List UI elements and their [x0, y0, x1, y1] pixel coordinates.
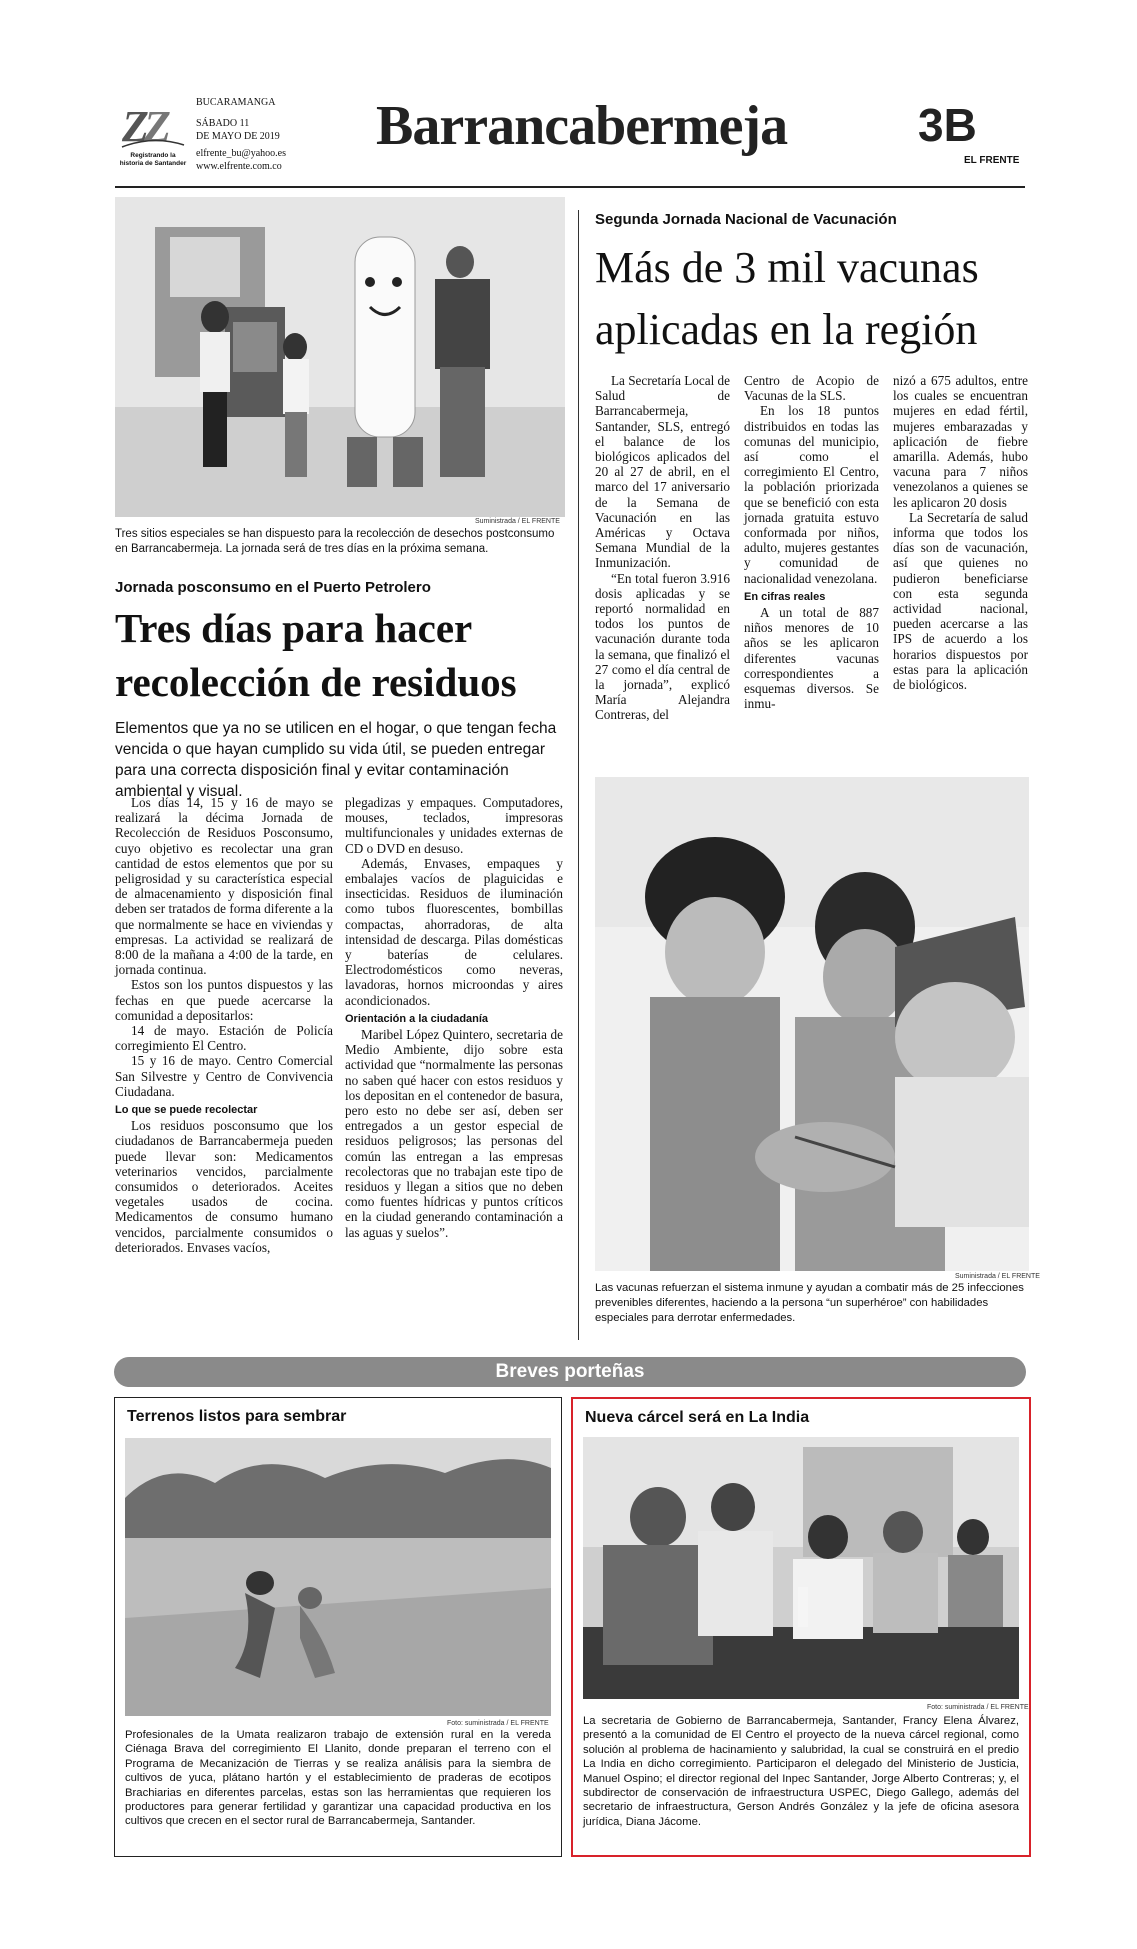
right-article-col-2: [744, 373, 879, 711]
vaccination-photo-credit: Suministrada / EL FRENTE: [955, 1273, 1040, 1280]
masthead-email[interactable]: elfrente_bu@yahoo.es: [196, 148, 287, 159]
paragraph: Centro de Acopio de Vacunas de la SLS.: [744, 373, 879, 404]
page-number: 3B: [918, 99, 977, 151]
paragraph: 14 de mayo. Estación de Policía corregimiento El Centro.: [115, 1023, 333, 1054]
brief-caption: Profesionales de la Umata realizaron trabajo de extensión rural en la vereda Ciénaga Brava del corregimiento El Llanito, donde preparan el terreno con el Programa de Mecanización de Tierras y se realiza análisis para la siembra de cultivos de yuca, plátano hartón y el establecimiento de praderas de ecotipos Brachiarias en diferentes parcelas, estas son las herramientas que requieren los productores para generar fertilidad y garantizar una capacidad productiva en los cultivos que crecen en el sector rural de Barrancabermeja, Santander.: [125, 1729, 551, 1828]
section-title: Barrancabermeja: [376, 95, 788, 157]
right-article-headline-1: Más de 3 mil vacunas: [595, 243, 979, 292]
paragraph: La Secretaría de salud informa que todos los días son de vacunación, así que quienes no pudieron beneficiarse con esta segunda actividad nacional, pueden acercarse a las IPS de acuerdo a los horarios dispuestos por estas para la aplicación de biológicos.: [893, 509, 1028, 693]
paragraph: A un total de 887 niños menores de 10 años se les aplicaron diferentes vacunas correspondientes a esquemas diversos. Se inmu-: [744, 605, 879, 712]
vaccination-photo-caption: Las vacunas refuerzan el sistema inmune y ayudan a combatir más de 25 infecciones prevenibles diferentes, haciendo a la persona “un superhéroe” con habilidades especiales para derrotar enfermedades.: [595, 1282, 1024, 1324]
masthead-meta: [196, 96, 286, 173]
svg-text:Z: Z: [144, 102, 171, 151]
masthead-date-month: DE MAYO DE 2019: [196, 131, 280, 142]
paragraph: Además, Envases, empaques y embalajes vacíos de plaguicidas e insecticidas. Residuos de iluminación como tubos fluorescentes, bombillas compactas, ahorradoras, de alta intensidad de descarga. Pilas domésticas y baterías de celulares. Electrodomésticos como neveras, lavadoras, hornos microondas y aires acondicionados.: [345, 855, 563, 1008]
farmland-photo-credit: Foto: suministrada / EL FRENTE: [447, 1720, 549, 1727]
paragraph: Los residuos posconsumo que los ciudadanos de Barrancabermeja pueden puede llevar son: Medicamentos veterinarios vencidos, parcialmente consumidos o deteriorados. Aceites vegetales usados de cocina. Medicamentos de consumo humano vencidos, parcialmente consumidos o deteriorados. Envases vacíos,: [115, 1118, 333, 1255]
paragraph: En los 18 puntos distribuidos en todas las comunas del municipio, así como el corregimiento El Centro, la población priorizada que se benefició con esta jornada gratuita estuvo conformada por niños, adulto, mujeres gestantes y comunidad de nacionalidad venezolana.: [744, 403, 879, 586]
logo-tagline: Registrando la historia de Santander: [119, 152, 187, 167]
brief-title: Terrenos listos para sembrar: [127, 1408, 347, 1425]
left-article-lead: Elementos que ya no se utilicen en el hogar, o que tengan fecha vencida o que hayan cumplido su vida útil, se pueden entregar para una correcta disposición final y evitar contaminación ambiental y visual.: [115, 720, 557, 800]
right-article-col-1: [595, 373, 730, 723]
paragraph: La Secretaría Local de Salud de Barrancabermeja, Santander, SLS, entregó el balance de los biológicos aplicados del 20 al 27 de abril, en el marco del 17 aniversario de la Semana de Vacunación en las Américas y Octava Semana Mundial de la Inmunización.: [595, 373, 730, 571]
right-article-kicker: Segunda Jornada Nacional de Vacunación: [595, 211, 897, 228]
postconsumo-photo-credit: Suministrada / EL FRENTE: [475, 518, 560, 525]
svg-text:Z: Z: [122, 102, 149, 151]
vaccination-photo: [595, 777, 1029, 1271]
paragraph: Los días 14, 15 y 16 de mayo se realizará la décima Jornada de Recolección de Residuos Posconsumo, cuyo objetivo es recolectar una gran cantidad de estos elementos que por su peligrosidad y su característica especial de almacenamiento y disposición final deben ser tratados de forma diferente a la que normalmente se hace en viviendas y empresas. La actividad se realizará de 8:00 de la mañana a 4:00 de la tarde, en jornada continua.: [115, 795, 333, 978]
left-article-headline-2: recolección de residuos: [115, 659, 517, 705]
postconsumo-photo: [115, 197, 565, 517]
left-article-col-2: [345, 795, 563, 1240]
column-divider: [578, 210, 579, 1340]
paragraph: plegadizas y empaques. Computadores, mouses, teclados, impresoras multifuncionales y unidades externas de CD o DVD en desuso.: [345, 795, 563, 856]
brief-title: Nueva cárcel será en La India: [585, 1409, 810, 1426]
paragraph: “En total fueron 3.916 dosis aplicadas y se reportó normalidad en todos los puntos de vacunación durante toda la semana, que finalizó el 27 como el día central de la jornada”, explicó María Alejandra Contreras, del: [595, 570, 730, 723]
subheading: Orientación a la ciudadanía: [345, 1012, 489, 1025]
right-article-col-3: [893, 373, 1028, 692]
farmland-photo: [125, 1438, 551, 1716]
left-article-col-1: [115, 795, 333, 1255]
right-article-headline-2: aplicadas en la región: [595, 305, 978, 354]
masthead-website[interactable]: www.elfrente.com.co: [196, 161, 282, 172]
postconsumo-photo-caption: Tres sitios especiales se han dispuesto para la recolección de desechos postconsumo en Barrancabermeja. La jornada será de tres días en la próxima semana.: [115, 528, 555, 555]
brief-terrenos: [114, 1397, 562, 1857]
masthead-city: BUCARAMANGA: [196, 97, 276, 108]
paragraph: Maribel López Quintero, secretaria de Medio Ambiente, dijo sobre esta actividad que “normalmente las personas no saben qué hacer con estos residuos y los depositan en el contenedor de basura, pero esto no debe ser así, deben ser entregados a un gestor especial de residuos peligrosos; las personas del común las entregan a las empresas recolectoras que no trabajan este tipo de residuos y llegan a sitios que no deben como fuentes hídricas y puntos críticos en la ciudad generando contaminación a las aguas y suelos”.: [345, 1027, 563, 1240]
masthead-rule: [115, 186, 1025, 188]
brief-carcel: [571, 1397, 1031, 1857]
paragraph: nizó a 675 adultos, entre los cuales se encuentran mujeres en edad fértil, mujeres embarazadas y aplicación de fiebre amarilla. Además, hubo vacuna para 7 niños venezolanos a quienes se les aplicaron 20 dosis: [893, 373, 1028, 510]
meeting-photo: [583, 1437, 1019, 1699]
left-article-kicker: Jornada posconsumo en el Puerto Petrolero: [115, 579, 431, 596]
masthead-date-day: SÁBADO 11: [196, 118, 250, 129]
left-article-headline-1: Tres días para hacer: [115, 605, 473, 651]
page-brand: EL FRENTE: [964, 155, 1020, 166]
subheading: Lo que se puede recolectar: [115, 1104, 258, 1117]
subheading: En cifras reales: [744, 590, 826, 603]
breves-section-bar: Breves porteñas: [114, 1357, 1026, 1387]
paragraph: 15 y 16 de mayo. Centro Comercial San Silvestre y Centro de Convivencia Ciudadana.: [115, 1053, 333, 1099]
paragraph: Estos son los puntos dispuestos y las fechas en que puede acercarse la comunidad a depositarlos:: [115, 977, 333, 1023]
meeting-photo-credit: Foto: suministrada / EL FRENTE: [927, 1704, 1029, 1711]
brief-caption: La secretaria de Gobierno de Barrancabermeja, Santander, Francy Elena Álvarez, presentó a la comunidad de El Centro el proyecto de la nueva cárcel regional, como solución al problema de hacinamiento y salubridad, la cual se construirá en el predio La India en dicho corregimiento. Participaron el delegado del Ministerio de Justicia, Manuel Ospino; el director regional del Inpec Santander, Jorge Alberto Contreras; y, el subdirector de conservación de infraestructura USPEC, Diego Gallego, además del secretario de infraestructura, Gerson Andrés González y la jefe de oficina asesora jurídica, Diana Jácome.: [583, 1715, 1019, 1828]
